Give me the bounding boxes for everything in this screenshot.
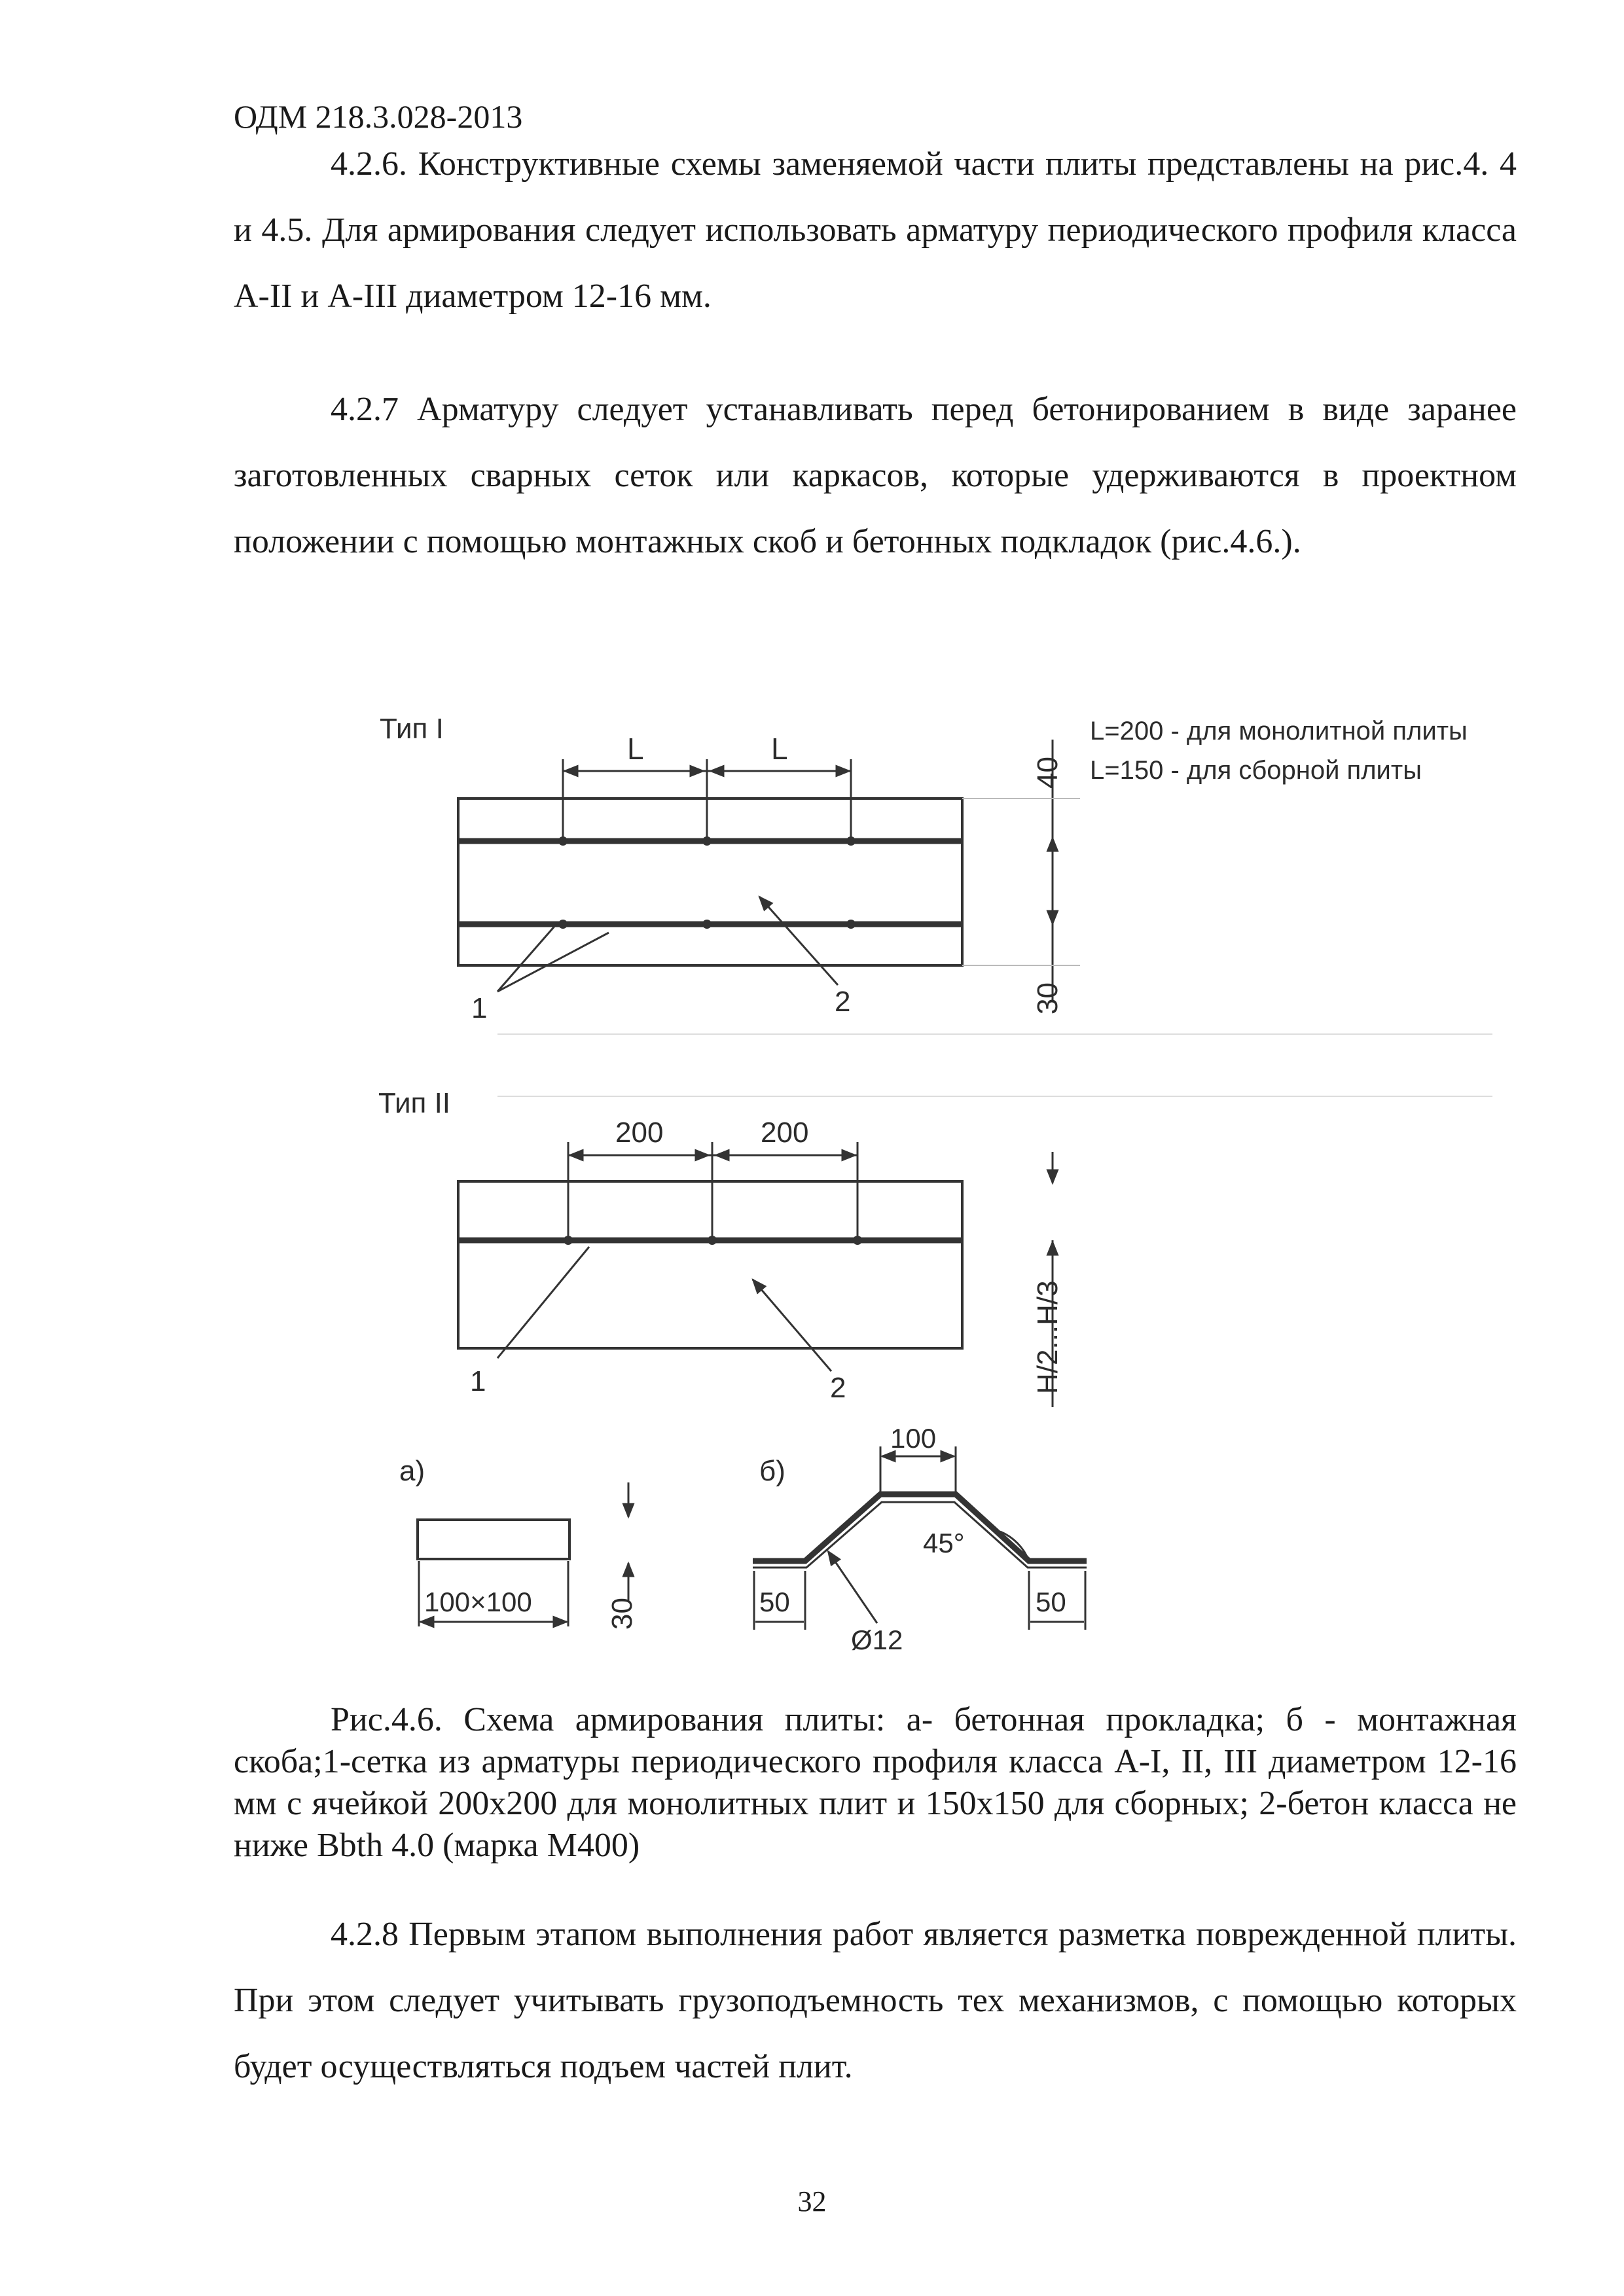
concrete-pad bbox=[418, 1520, 569, 1559]
paragraph-4-2-7: 4.2.7 Арматуру следует устанавливать перед бетонированием в виде заранее заготовленных сварных сеток или каркасов, которые удерживаются в проектном положении с помощью монтажных скоб и бетонных подкладок (рис.4.6.). bbox=[234, 391, 1517, 560]
type1-dim-40: 40 bbox=[1032, 757, 1064, 789]
bracket-dim-50-left: 50 bbox=[759, 1587, 790, 1617]
type2-dim-200-right: 200 bbox=[761, 1117, 809, 1149]
type2-dim-h: H/2...H/3 bbox=[1032, 1280, 1064, 1394]
pad-dim-30: 30 bbox=[606, 1598, 638, 1630]
type2-slab-outline bbox=[458, 1181, 962, 1348]
bracket-diameter: Ø12 bbox=[851, 1624, 903, 1655]
type1-leader-2 bbox=[759, 897, 838, 985]
bracket-dim-50-right: 50 bbox=[1036, 1587, 1066, 1617]
type1-leader-1a bbox=[497, 924, 556, 992]
label-a: а) bbox=[399, 1455, 425, 1487]
bracket-dim-100: 100 bbox=[890, 1423, 937, 1454]
type2-callout-1: 1 bbox=[470, 1365, 486, 1397]
type1-callout-1: 1 bbox=[471, 992, 488, 1024]
type1-slab-outline bbox=[458, 798, 962, 965]
type2-callout-2: 2 bbox=[830, 1372, 846, 1404]
type2-label: Тип II bbox=[378, 1087, 451, 1119]
type1-dim-30: 30 bbox=[1032, 982, 1064, 1014]
label-b: б) bbox=[759, 1455, 785, 1487]
note-line2: L=150 - для сборной плиты bbox=[1090, 756, 1422, 785]
mesh-nodes bbox=[558, 836, 862, 1245]
paragraph-4-2-6: 4.2.6. Конструктивные схемы заменяемой части плиты представлены на рис.4. 4 и 4.5. Для армирования следует использовать арматуру периодического профиля класса А-II и А-III диаметром 12-16 мм. bbox=[234, 145, 1517, 315]
type1-leader-1b bbox=[497, 933, 609, 992]
type1-dim-L-right: L bbox=[771, 732, 788, 766]
type1-dim-L-left: L bbox=[627, 732, 644, 766]
figure-caption: Рис.4.6. Схема армирования плиты: а- бетонная прокладка; б - монтажная скоба;1-сетка из арматуры периодического профиля класса А-I, II, III диаметром 12-16 мм с ячейкой 200х200 для монолитных плит и 150х150 для сборных; 2-бетон класса не ниже Bbth 4.0 (марка М400) bbox=[234, 1701, 1517, 1864]
type2-dim-200-left: 200 bbox=[615, 1117, 664, 1149]
type1-label: Тип I bbox=[380, 713, 444, 745]
paragraph-4-2-8: 4.2.8 Первым этапом выполнения работ является разметка поврежденной плиты. При этом следует учитывать грузоподъемность тех механизмов, с помощью которых будет осуществляться подъем частей плит. bbox=[234, 1916, 1517, 2085]
page-number: 32 bbox=[797, 2185, 827, 2217]
type2-leader-1 bbox=[497, 1247, 589, 1358]
type1-callout-2: 2 bbox=[835, 986, 851, 1018]
mounting-bracket bbox=[753, 1494, 1087, 1561]
pad-dim-100x100: 100×100 bbox=[424, 1587, 532, 1617]
bracket-angle: 45° bbox=[923, 1528, 965, 1558]
document-code: ОДМ 218.3.028-2013 bbox=[234, 98, 523, 135]
diameter-leader bbox=[828, 1551, 877, 1623]
note-line1: L=200 - для монолитной плиты bbox=[1090, 717, 1468, 745]
type2-leader-2 bbox=[753, 1280, 831, 1371]
